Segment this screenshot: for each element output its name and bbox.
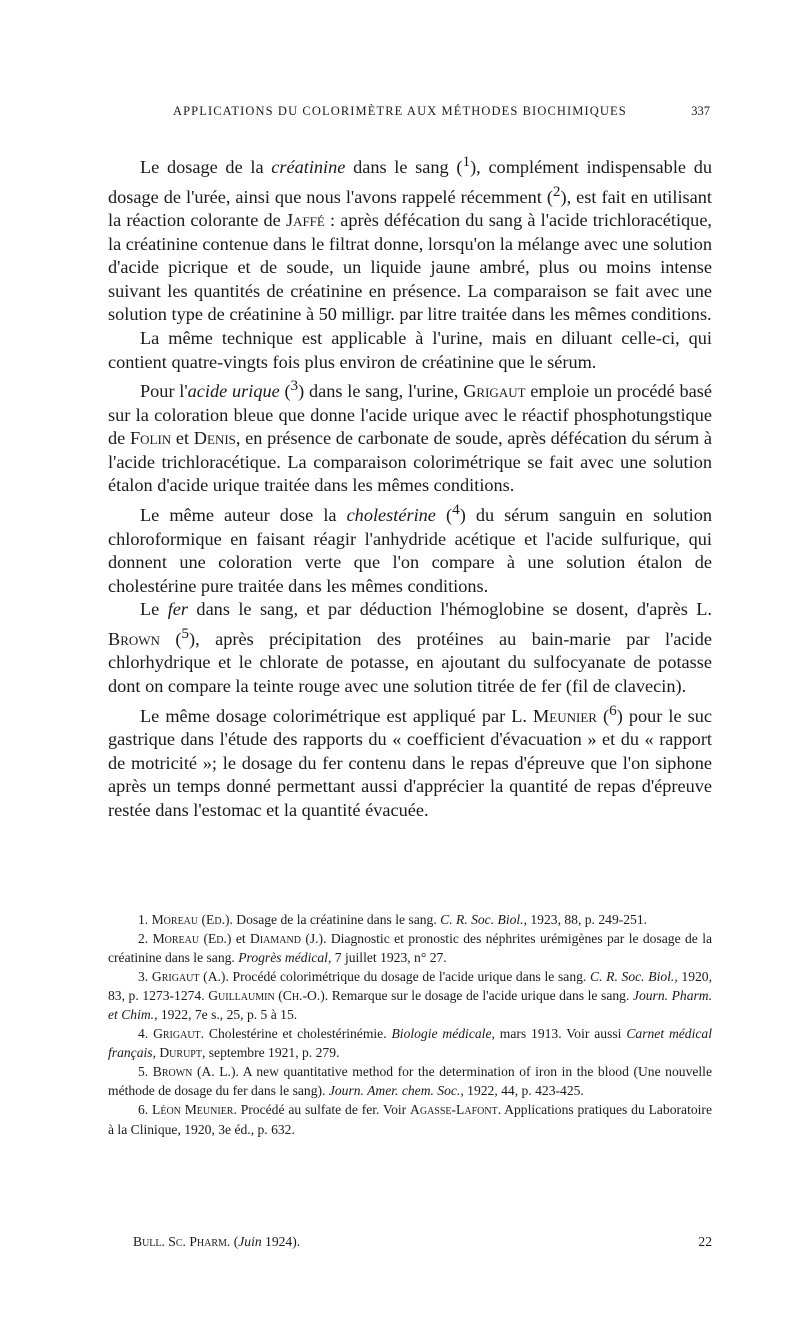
reference-mark: 6: [609, 701, 617, 719]
footnotes: [108, 910, 712, 1139]
text-run: . Applications pratiques du Laboratoire à la Clinique, 1920, 3e éd., p. 632.: [108, 1102, 712, 1137]
text-run: ), complément indispensable du dosage de l'urée, ainsi que nous l'avons rappelé récemment (: [108, 157, 712, 207]
text-run: dans le sang (: [345, 157, 463, 178]
small-caps-name: Agasse-Lafont: [410, 1102, 498, 1118]
text-run: 2.: [138, 931, 153, 947]
small-caps-name: Diamand (J.): [250, 931, 324, 947]
text-run: , 1922, 44, p. 423-425.: [460, 1083, 584, 1099]
text-run: dans le sang, et par déduction l'hémoglobine se dosent, d'après L.: [188, 599, 713, 620]
text-run: . Remarque sur le dosage de l'acide urique dans le sang.: [324, 988, 633, 1004]
small-caps-name: Brown (A. L.): [152, 1064, 236, 1080]
small-caps-name: Moreau (Ed.): [152, 931, 232, 947]
reference-mark: 4: [452, 500, 460, 518]
text-run: et: [171, 428, 194, 449]
italic-span: fer: [167, 599, 189, 620]
small-caps-name: Guillaumin (Ch.-O.): [208, 988, 325, 1004]
small-caps-name: Moreau (Ed.): [151, 912, 230, 927]
small-caps-name: Meunier: [533, 705, 597, 726]
text-run: . Dosage de la créatinine dans le sang.: [229, 912, 441, 927]
text-run: . Procédé au sulfate de fer. Voir: [233, 1102, 411, 1118]
text-run: 3.: [138, 969, 152, 985]
reference-mark: 1: [462, 153, 471, 170]
small-caps-name: Bull. Sc. Pharm.: [133, 1234, 231, 1249]
paragraph-urine: [108, 327, 712, 374]
italic-span: créatinine: [271, 157, 346, 178]
italic-span: cholestérine: [346, 505, 436, 526]
paragraph-iron: [108, 598, 712, 698]
paragraph-gastric: [108, 699, 712, 823]
small-caps-name: Grigaut (A.): [151, 969, 226, 985]
reference-mark: 3: [290, 377, 299, 395]
reference-mark: 2: [552, 182, 561, 200]
text-run: ) pour le suc gastrique dans l'étude des rapports du « coefficient d'évacuation » et du « rapport de motricité »; le dosage du fer contenu dans le repas d'épreuve que l'on siphone après un temps donné permettant aussi d'apprécier la quantité de repas d'épreuve restée dans l'estomac et la quantité évacuée.: [108, 705, 712, 820]
page-number: 337: [691, 104, 710, 118]
italic-span: C. R. Soc. Biol.: [440, 912, 524, 927]
text-run: , mars 1913. Voir aussi: [491, 1026, 627, 1042]
text-run: , en présence de carbonate de soude, après défécation du sérum à l'acide trichloracétique. La comparaison colorimétrique se fait avec une solution étalon d'acide urique traitée dans les mêmes conditions.: [108, 428, 712, 496]
italic-span: Progrès médical: [238, 950, 328, 966]
text-run: 1924).: [261, 1234, 301, 1249]
small-caps-name: Jaffé: [285, 210, 325, 231]
running-title: APPLICATIONS DU COLORIMÈTRE AUX MÉTHODES BIOCHIMIQUES: [173, 104, 627, 118]
reference-mark: 5: [181, 624, 190, 642]
text-run: , 1920, 83, p. 1273-1274.: [108, 969, 712, 1004]
footnote-1: [108, 910, 712, 929]
text-run: , 1923, 88, p. 249-251.: [523, 912, 648, 927]
italic-span: Juin: [238, 1234, 262, 1249]
italic-span: Carnet médical français: [108, 1026, 712, 1061]
paragraph-creatinine: [108, 150, 712, 327]
text-run: (: [279, 381, 291, 402]
text-run: ), après précipitation des protéines au bain-marie par l'acide chlorhydrique et le chlorate de potasse, en ajoutant du sulfocyanate de potasse dont on compare la teinte rouge avec une solution titrée de fer (fil de clavecin).: [108, 628, 712, 696]
text-run: , 1922, 7e s., 25, p. 5 à 15.: [154, 1007, 298, 1023]
text-run: emploie un procédé basé sur la coloration bleue que donne l'acide urique avec le réactif phosphotungstique de: [108, 381, 712, 449]
text-run: Pour l': [140, 381, 188, 402]
text-run: 5.: [138, 1064, 153, 1080]
small-caps-name: Brown: [108, 628, 160, 649]
text-run: (: [435, 505, 453, 526]
text-run: : après défécation du sang à l'acide trichloracétique, la créatinine contenue dans le filtrat donne, lorsqu'on la mélange avec une solution d'acide picrique et de soude, un liquide jaune ambré, plus ou moins intense suivant les quantités de créatinine en présence. La comparaison se fait avec une solution type de créatinine à 50 milligr. par litre traitée dans les mêmes conditions.: [108, 210, 712, 325]
text-run: La même technique est applicable à l'urine, mais en diluant celle-ci, qui contient quatre-vingts fois plus environ de créatinine que le sérum.: [108, 328, 712, 372]
text-run: ,: [152, 1045, 160, 1061]
text-run: , septembre 1921, p. 279.: [201, 1045, 340, 1061]
text-run: ), est fait en utilisant la réaction colorante de: [108, 186, 712, 231]
journal-signature: [133, 1234, 300, 1250]
footnote-3: [108, 967, 712, 1024]
text-run: 4.: [138, 1026, 154, 1042]
italic-span: acide urique: [187, 381, 280, 402]
text-run: (: [159, 628, 182, 649]
text-run: . A new quantitative method for the determination of iron in the blood (Une nouvelle méthode de dosage du fer dans le sang).: [108, 1064, 712, 1099]
text-run: (: [230, 1234, 239, 1249]
small-caps-name: Grigaut: [153, 1026, 201, 1042]
text-run: . Diagnostic et pronostic des néphrites urémigènes par le dosage de la créatinine dans le sang.: [108, 931, 713, 966]
paragraph-uric-acid: [108, 374, 712, 498]
text-run: (: [596, 705, 610, 726]
text-run: . Procédé colorimétrique du dosage de l'acide urique dans le sang.: [225, 969, 591, 985]
text-run: Le même auteur dose la: [140, 505, 347, 526]
paragraph-cholesterine: [108, 498, 712, 598]
italic-span: C. R. Soc. Biol.: [590, 969, 675, 985]
body-text: [108, 150, 712, 822]
small-caps-name: Folin: [129, 428, 172, 449]
text-run: 1.: [138, 912, 152, 927]
footnote-2: [108, 929, 712, 967]
text-run: Le même dosage colorimétrique est appliqué par L.: [140, 705, 534, 726]
text-run: . Cholestérine et cholestérinémie.: [200, 1026, 392, 1042]
sheet-number: 22: [698, 1234, 712, 1249]
text-run: , 7 juillet 1923, n° 27.: [327, 950, 447, 966]
small-caps-name: Denis: [193, 428, 236, 449]
footnote-5: [108, 1062, 712, 1100]
text-run: et: [231, 931, 251, 947]
footnote-4: [108, 1024, 712, 1062]
text-run: 6.: [138, 1102, 153, 1118]
text-run: Le dosage de la: [140, 157, 272, 178]
small-caps-name: Léon Meunier: [152, 1102, 234, 1118]
text-run: Le: [140, 599, 168, 620]
footnote-6: [108, 1100, 712, 1138]
italic-span: Journ. Amer. chem. Soc.: [328, 1083, 461, 1099]
text-run: ) dans le sang, l'urine,: [298, 381, 464, 402]
small-caps-name: Grigaut: [463, 381, 526, 402]
small-caps-name: Durupt: [159, 1045, 202, 1061]
italic-span: Biologie médicale: [391, 1026, 492, 1042]
italic-span: Journ. Pharm. et Chim.: [108, 988, 713, 1023]
text-run: ) du sérum sanguin en solution chloroformique en faisant réagir l'anhydride acétique et l'acide sulfurique, qui donnent une coloration verte que l'on compare à une solution étalon de cholestérine pure traitée dans les mêmes conditions.: [108, 505, 712, 596]
